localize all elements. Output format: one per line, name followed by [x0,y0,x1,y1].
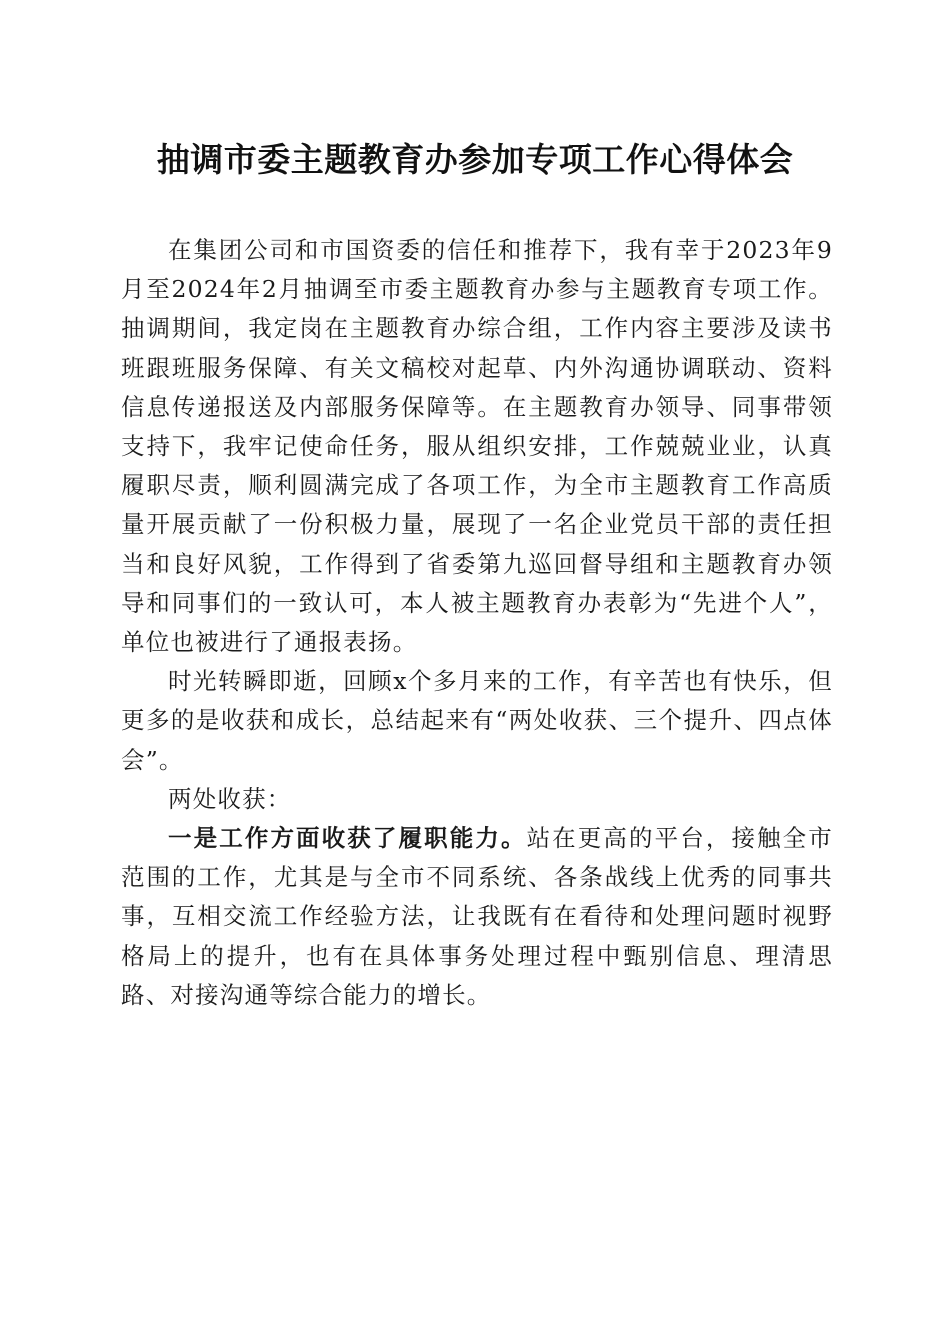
paragraph-heading-gains: 两处收获： [168,784,292,813]
paragraph-intro: 在集团公司和市国资委的信任和推荐下，我有幸于2023年9月至2024年2月抽调至市委主题教育办参与主题教育专项工作。抽调期间，我定岗在主题教育办综合组，工作内容主要涉及读书班跟班服务保障、有关文稿校对起草、内外沟通协调联动、资料信息传递报送及内部服务保障等。在主题教育办领导、同事带领支持下，我牢记使命任务，服从组织安排，工作兢兢业业，认真履职尽责，顺利圆满完成了各项工作，为全市主题教育工作高质量开展贡献了一份积极力量，展现了一名企业党员干部的责任担当和良好风貌，工作得到了省委第九巡回督导组和主题教育办领导和同事们的一致认可，本人被主题教育办表彰为“先进个人”，单位也被进行了通报表扬。 [121,236,833,657]
paragraph-gain-one [121,819,833,1015]
paragraph-gain-one-text: 站在更高的平台，接触全市范围的工作，尤其是与全市不同系统、各条战线上优秀的同事共事，互相交流工作经验方法，让我既有在看待和处理问题时视野格局上的提升，也有在具体事务处理过程中甄别信息、理清思路、对接沟通等综合能力的增长。 [121,824,833,1009]
document-title: 抽调市委主题教育办参加专项工作心得体会 [156,140,794,179]
paragraph-gain-one-lead: 一是工作方面收获了履职能力。 [168,824,527,853]
document-body [121,231,833,1015]
paragraph-summary: 时光转瞬即逝，回顾x个多月来的工作，有辛苦也有快乐，但更多的是收获和成长，总结起来有“两处收获、三个提升、四点体会”。 [121,667,833,774]
